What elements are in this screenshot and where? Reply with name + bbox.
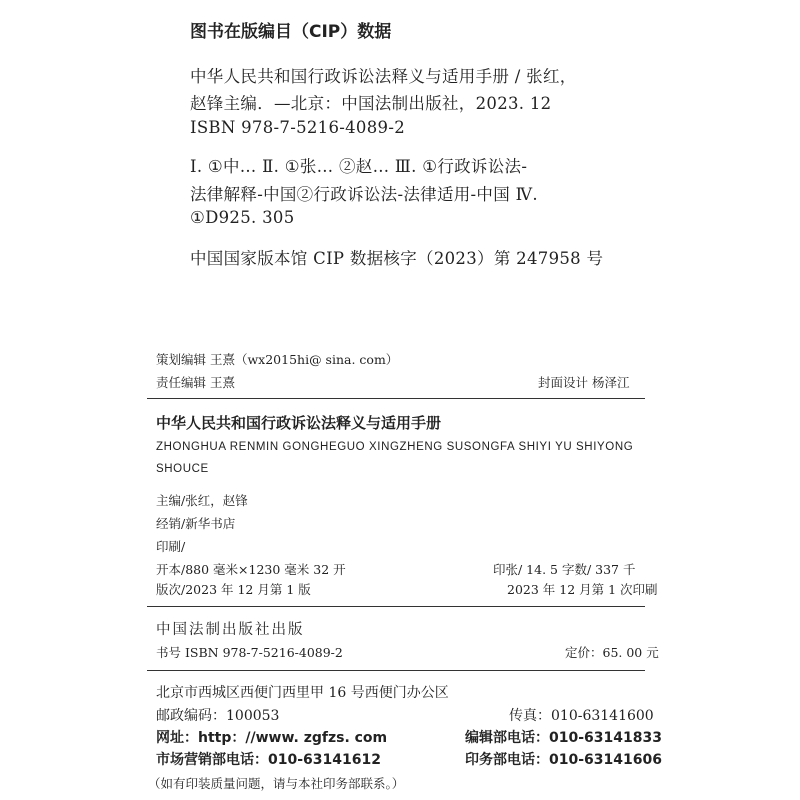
divider-2	[147, 606, 645, 607]
quality-note: （如有印装质量问题，请与本社印务部联系。）	[148, 776, 405, 791]
publisher-name: 中国法制出版社出版	[156, 622, 305, 638]
fax: 传真：010-63141600	[509, 708, 654, 724]
cip-record-number: 中国国家版本馆 CIP 数据核字（2023）第 247958 号	[190, 249, 604, 268]
edition: 版次/2023 年 12 月第 1 版	[156, 582, 311, 597]
printer: 印刷/	[156, 539, 186, 554]
planning-editor: 策划编辑 王熹（wx2015hi@ sina. com）	[156, 352, 399, 367]
chief-editors: 主编/张红，赵锋	[156, 493, 248, 508]
cip-heading: 图书在版编目（CIP）数据	[190, 22, 392, 42]
book-title: 中华人民共和国行政诉讼法释义与适用手册	[156, 414, 442, 432]
book-title-pinyin-2: SHOUCE	[156, 463, 209, 475]
cip-line-2: 赵锋主编．—北京：中国法制出版社，2023. 12	[190, 94, 552, 113]
cover-designer: 封面设计 杨泽江	[538, 375, 630, 390]
cip-line-4: Ⅰ. ①中… Ⅱ. ①张… ②赵… Ⅲ. ①行政诉讼法-	[190, 157, 528, 176]
cip-line-1: 中华人民共和国行政诉讼法释义与适用手册 / 张红，	[190, 67, 577, 86]
divider-1	[147, 398, 645, 399]
editorial-phone: 编辑部电话：010-63141833	[465, 730, 662, 746]
cip-line-5: 法律解释-中国②行政诉讼法-法律适用-中国 Ⅳ.	[190, 185, 538, 204]
marketing-phone: 市场营销部电话：010-63141612	[156, 752, 381, 768]
book-format: 开本/880 毫米×1230 毫米 32 开	[156, 562, 346, 577]
book-isbn: 书号 ISBN 978-7-5216-4089-2	[156, 645, 343, 660]
book-title-pinyin-1: ZHONGHUA RENMIN GONGHEGUO XINGZHENG SUSONGFA SHIYI YU SHIYONG	[156, 441, 634, 453]
cip-line-6: ①D925. 305	[190, 208, 295, 227]
printing-phone: 印务部电话：010-63141606	[465, 752, 662, 768]
publisher-address: 北京市西城区西便门西里甲 16 号西便门办公区	[156, 685, 449, 701]
postcode: 邮政编码：100053	[156, 708, 280, 724]
book-price: 定价：65. 00 元	[565, 645, 659, 660]
distributor: 经销/新华书店	[156, 516, 236, 531]
sheets-and-wordcount: 印张/ 14. 5 字数/ 337 千	[493, 562, 636, 577]
responsible-editor: 责任编辑 王熹	[156, 375, 235, 390]
cip-isbn: ISBN 978-7-5216-4089-2	[190, 118, 406, 137]
divider-3	[147, 670, 645, 671]
printing: 2023 年 12 月第 1 次印刷	[507, 582, 658, 597]
website: 网址：http：//www. zgfzs. com	[156, 730, 388, 746]
